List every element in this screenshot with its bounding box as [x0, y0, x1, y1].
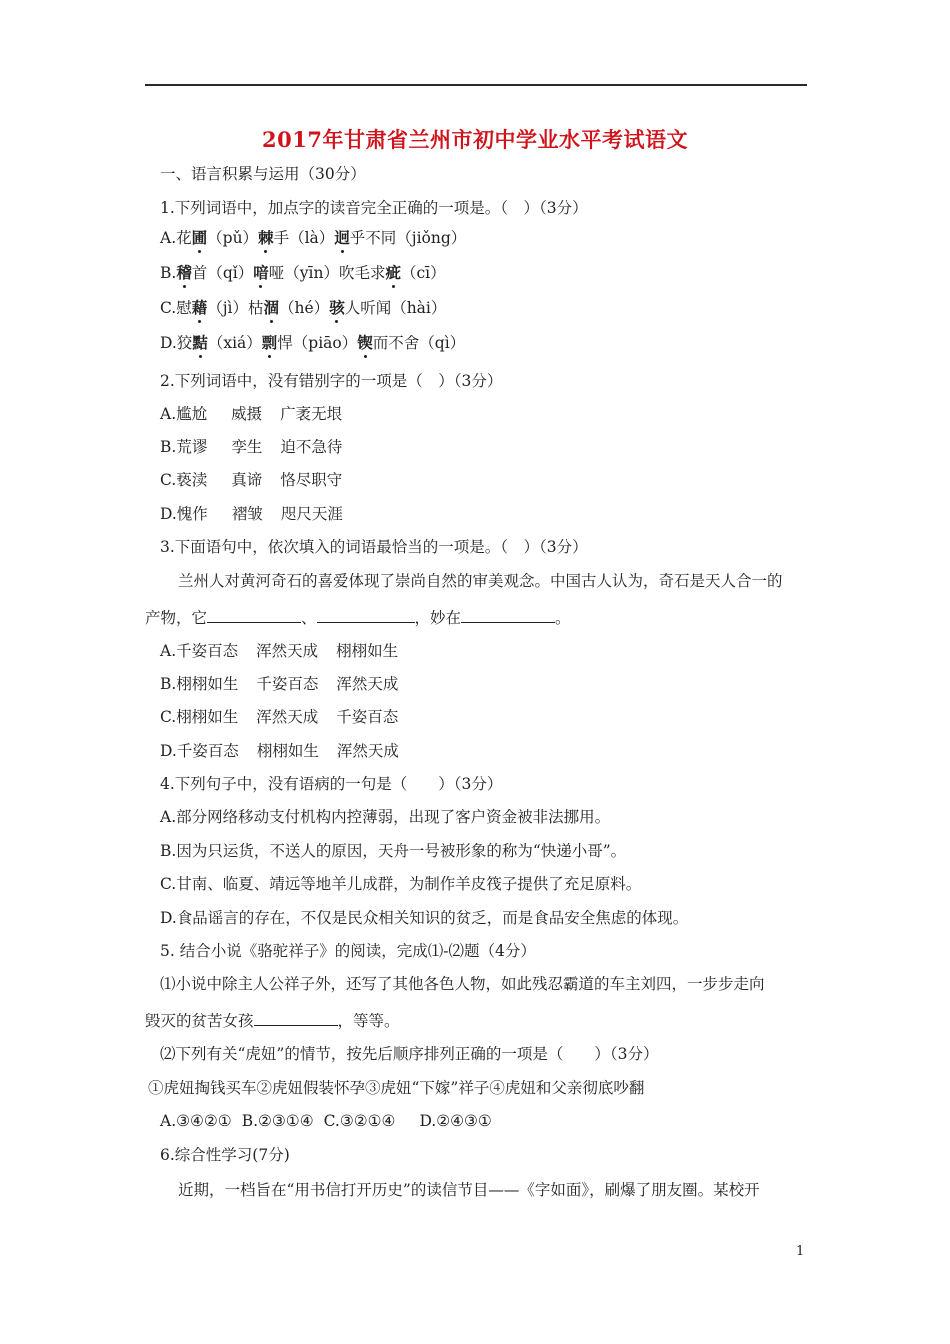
question-3-passage-blanks: 产物，它 、 ，妙在 。 [145, 609, 571, 627]
question-5-sub1-blank-line: 毁灭的贫苦女孩 ，等等。 [145, 1012, 400, 1030]
question-3-passage-line: 兰州人对黄河奇石的喜爱体现了崇尚自然的审美观念。中国古人认为，奇石是天人合一的 [178, 572, 783, 590]
question-6-passage: 近期，一档旨在“用书信打开历史”的读信节目——《字如面》，刷爆了朋友圈。某校开 [178, 1181, 760, 1199]
dotted-char: 喑 [253, 263, 269, 282]
question-1-option-d: D.狡黠（xiá）剽悍（piāo）锲而不舍（qì） [160, 333, 466, 352]
question-3-option-b: B.栩栩如生 千姿百态 浑然天成 [160, 675, 399, 693]
dotted-char: 稽 [176, 263, 192, 282]
dotted-char: 涸 [263, 298, 280, 317]
question-5-sub2-items: ①虎妞掏钱买车②虎妞假装怀孕③虎妞“下嫁”祥子④虎妞和父亲彻底吵翻 [148, 1079, 645, 1097]
dotted-char: 骇 [329, 298, 345, 317]
header-rule [145, 84, 807, 86]
question-2-option-b: B.荒谬 孪生 迫不急待 [160, 438, 343, 456]
answer-blank [207, 608, 301, 623]
question-1-option-b: B.稽首（qǐ）喑哑（yīn）吹毛求疵（cī） [160, 263, 446, 282]
question-4-option-b: B.因为只运货，不送人的原因，天舟一号被形象的称为“快递小哥”。 [160, 842, 627, 860]
dotted-char: 棘 [258, 228, 274, 247]
dotted-char: 迥 [334, 228, 350, 247]
answer-blank [461, 608, 555, 623]
question-3-option-c: C.栩栩如生 浑然天成 千姿百态 [160, 708, 399, 726]
answer-blank [317, 608, 415, 623]
question-3-stem: 3.下面语句中，依次填入的词语最恰当的一项是。（ ）（3分） [160, 538, 588, 556]
question-4-option-a: A.部分网络移动支付机构内控薄弱，出现了客户资金被非法挪用。 [160, 808, 611, 826]
question-1-stem: 1.下列词语中，加点字的读音完全正确的一项是。（ ）（3分） [160, 199, 588, 217]
document-title: 2017年甘肃省兰州市初中学业水平考试语文 [262, 127, 688, 152]
question-2-stem: 2.下列词语中，没有错别字的一项是（ ）（3分） [160, 372, 503, 390]
question-5-stem: 5. 结合小说《骆驼祥子》的阅读，完成⑴-⑵题（4分） [160, 942, 536, 960]
question-5-sub2-stem: ⑵下列有关“虎妞”的情节，按先后顺序排列正确的一项是（ ）（3分） [160, 1045, 659, 1063]
answer-blank [254, 1011, 338, 1026]
page-number: 1 [796, 1244, 805, 1259]
question-1-option-c: C.慰藉（jì）枯涸（hé）骇人听闻（hài） [160, 298, 447, 317]
dotted-char: 黠 [192, 333, 208, 352]
question-5-sub2-options: A.③④②① B.②③①④ C.③②①④ D.②④③① [160, 1112, 492, 1130]
question-2-option-a: A.尴尬 威摄 广袤无垠 [160, 405, 343, 423]
question-4-option-d: D.食品谣言的存在，不仅是民众相关知识的贫乏，而是食品安全焦虑的体现。 [160, 909, 689, 927]
question-2-option-d: D.愧作 褶皱 咫尺天涯 [160, 505, 343, 523]
question-5-sub1-line: ⑴小说中除主人公祥子外，还写了其他各色人物，如此残忍霸道的车主刘四，一步步走向 [160, 975, 765, 993]
dotted-char: 剽 [261, 333, 278, 352]
dotted-char: 锲 [357, 333, 373, 352]
dotted-char: 圃 [191, 228, 208, 247]
question-1-option-a: A.花圃（pǔ）棘手（là）迥乎不同（jiǒng） [160, 228, 467, 247]
question-4-stem: 4.下列句子中，没有语病的一句是（ ）（3分） [160, 775, 503, 793]
section-heading: 一、语言积累与运用（30分） [160, 165, 366, 183]
dotted-char: 疵 [385, 263, 401, 282]
question-6-stem: 6.综合性学习(7分) [160, 1146, 290, 1164]
question-4-option-c: C.甘南、临夏、靖远等地羊儿成群，为制作羊皮筏子提供了充足原料。 [160, 875, 642, 893]
question-3-option-d: D.千姿百态 栩栩如生 浑然天成 [160, 742, 399, 760]
question-3-option-a: A.千姿百态 浑然天成 栩栩如生 [160, 642, 399, 660]
dotted-char: 藉 [191, 298, 208, 317]
question-2-option-c: C.亵渎 真谛 恪尽职守 [160, 471, 343, 489]
